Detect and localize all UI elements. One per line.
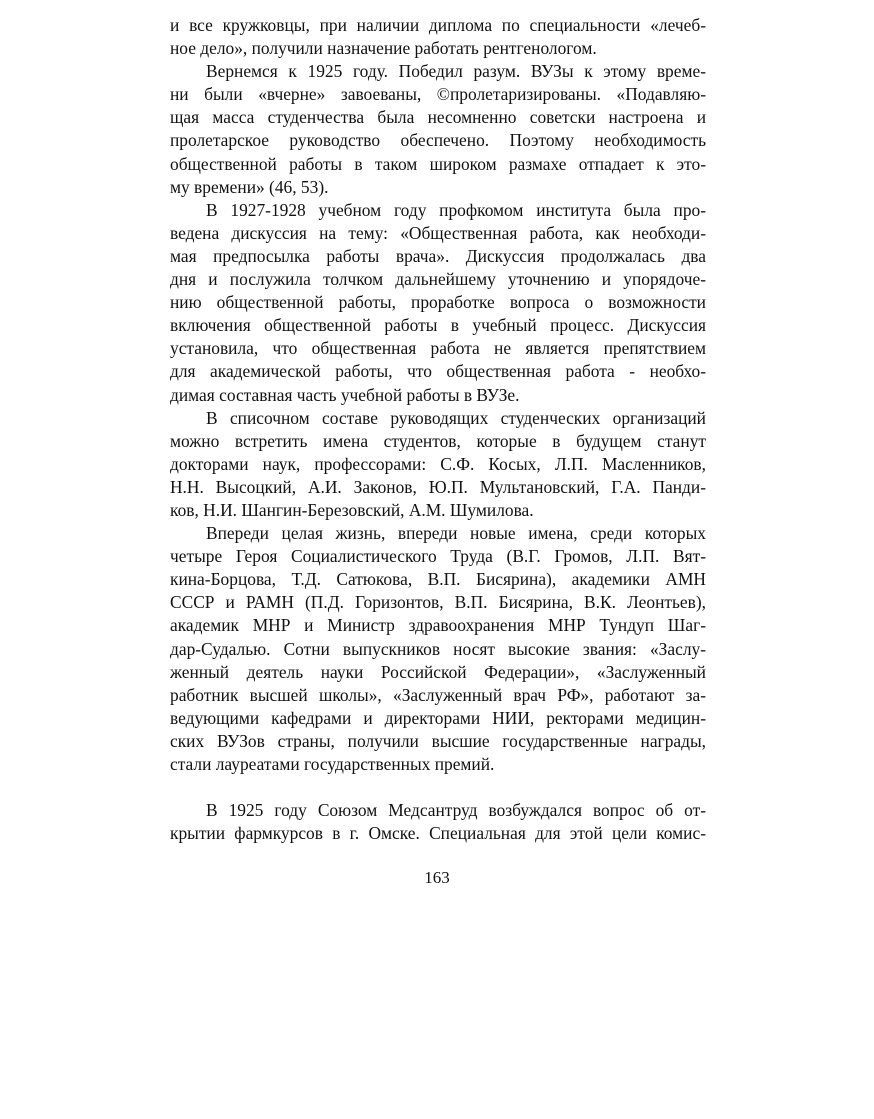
text-line: включения общественной работы в учебный процесс. Дискуссия — [170, 315, 706, 336]
text-line: докторами наук, профессорами: С.Ф. Косых, Л.П. Масленников, — [170, 453, 706, 474]
text-line: крытии фармкурсов в г. Омске. Специальная для этой цели комис- — [170, 823, 706, 844]
text-line: ведующими кафедрами и директорами НИИ, ректорами медицин- — [170, 707, 706, 728]
text-line: женный деятель науки Российской Федерации», «Заслуженный — [170, 661, 706, 682]
text-line: работник высшей школы», «Заслуженный врач РФ», работают за- — [170, 684, 706, 705]
text-line: Вернемся к 1925 году. Победил разум. ВУЗы к этому време- — [206, 61, 706, 82]
text-line: В 1927-1928 учебном году профкомом института была про- — [206, 199, 706, 220]
text-line: ни были «вчерне» завоеваны, ©пролетаризированы. «Подавляю- — [170, 84, 706, 105]
text-line: для академической работы, что общественная работа - необхо- — [170, 361, 706, 382]
text-line: стали лауреатами государственных премий. — [170, 754, 495, 774]
text-line: установила, что общественная работа не является препятствием — [170, 338, 706, 359]
text-line: щая масса студенчества была несомненно советски настроена и — [170, 107, 706, 128]
text-line: В списочном составе руководящих студенческих организаций — [206, 407, 706, 428]
text-line: дар-Судалью. Сотни выпускников носят высокие звания: «Заслу- — [170, 638, 706, 659]
text-line: дня и послужила толчком дальнейшему уточнению и упорядоче- — [170, 269, 706, 290]
paragraph — [170, 14, 706, 60]
page-number: 163 — [424, 868, 450, 887]
text-line: и все кружковцы, при наличии диплома по специальности «лечеб- — [170, 15, 706, 35]
text-line: ков, Н.И. Шангин-Березовский, А.М. Шумилова. — [170, 499, 534, 520]
text-line: В 1925 году Союзом Медсантруд возбуждался вопрос об от- — [206, 800, 706, 821]
text-line: академик МНР и Министр здравоохранения МНР Тундуп Шаг- — [170, 615, 706, 636]
text-line: кина-Борцова, Т.Д. Сатюкова, В.П. Бисярина), академики АМН — [170, 569, 706, 590]
paragraph — [170, 799, 706, 845]
section-gap — [170, 776, 706, 799]
text-line: можно встретить имена студентов, которые в будущем станут — [170, 430, 706, 451]
text-line: ведена дискуссия на тему: «Общественная работа, как необходи- — [170, 222, 706, 243]
paragraph — [170, 407, 706, 522]
text-line: общественной работы в таком широком размахе отпадает к это- — [170, 153, 706, 174]
text-line: димая составная часть учебной работы в ВУЗе. — [170, 384, 520, 405]
text-line: ное дело», получили назначение работать рентгенологом. — [170, 38, 597, 59]
paragraph — [170, 199, 706, 407]
text-line: СССР и РАМН (П.Д. Горизонтов, В.П. Бисярина, В.К. Леонтьев), — [170, 592, 706, 613]
text-line: пролетарское руководство обеспечено. Поэтому необходимость — [170, 130, 706, 151]
text-line: нию общественной работы, проработке вопроса о возможности — [170, 292, 706, 313]
text-line: четыре Героя Социалистического Труда (В.Г. Громов, Л.П. Вят- — [170, 546, 706, 567]
text-line: му времени» (46, 53). — [170, 176, 329, 197]
paragraph — [170, 60, 706, 199]
body-text — [170, 14, 706, 845]
text-line: мая предпосылка работы врача». Дискуссия продолжалась два — [170, 245, 706, 266]
paragraph — [170, 522, 706, 776]
text-line: Н.Н. Высоцкий, А.И. Законов, Ю.П. Мультановский, Г.А. Панди- — [170, 476, 706, 497]
text-line: ских ВУЗов страны, получили высшие государственные награды, — [170, 730, 706, 751]
text-line: Впереди целая жизнь, впереди новые имена, среди которых — [206, 523, 706, 544]
